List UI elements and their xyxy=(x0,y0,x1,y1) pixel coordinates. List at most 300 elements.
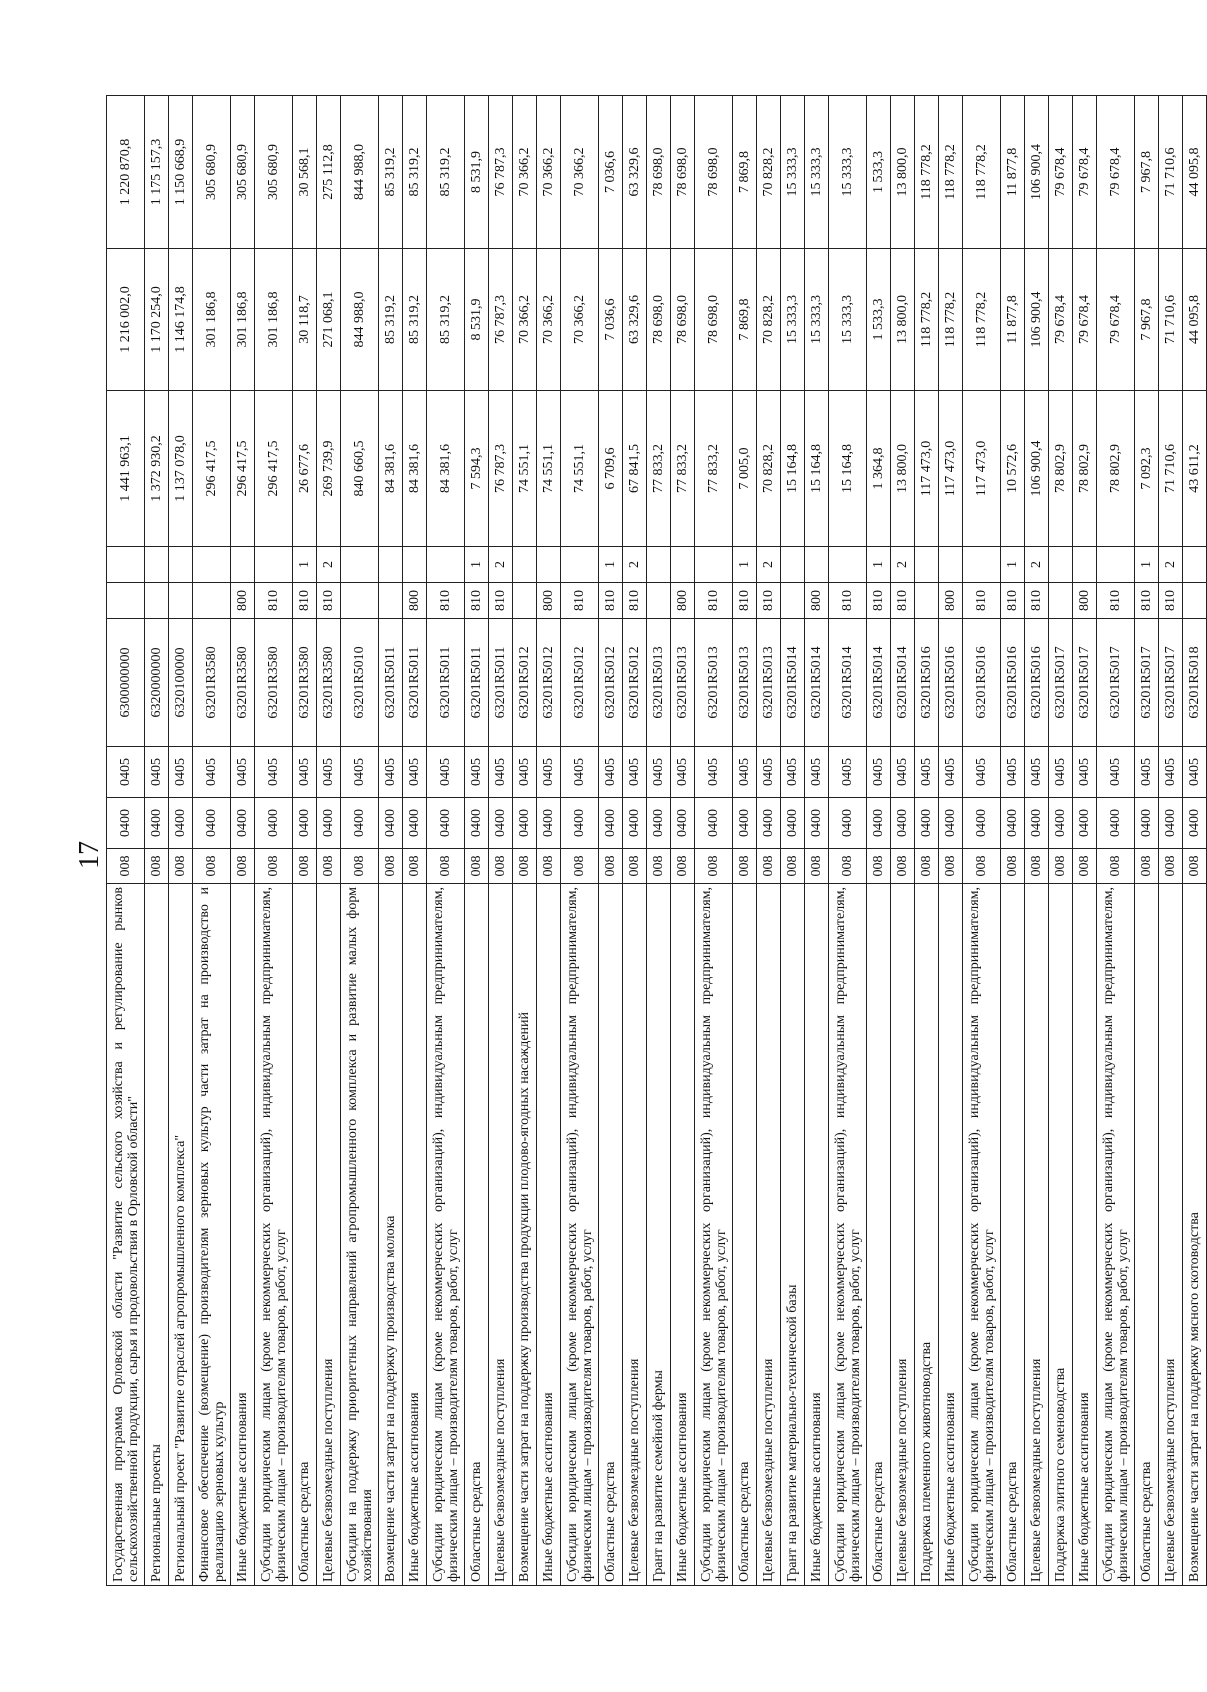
admin-code: 008 xyxy=(341,849,379,884)
funding-source-code xyxy=(427,547,465,583)
target-article-code: 63201R5014 xyxy=(829,619,867,747)
section-code: 0400 xyxy=(1025,798,1049,849)
amount-year-3: 7 869,8 xyxy=(733,96,757,249)
funding-source-code xyxy=(1073,547,1097,583)
target-article-code: 63201R3580 xyxy=(293,619,317,747)
funding-source-code: 2 xyxy=(317,547,341,583)
funding-source-code: 1 xyxy=(1135,547,1159,583)
target-article-code: 63201R5013 xyxy=(733,619,757,747)
table-row xyxy=(1183,96,1207,1586)
page-number: 17 xyxy=(74,841,105,869)
row-name: Возмещение части затрат на поддержку производства продукции плодово-ягодных насаждений xyxy=(513,884,537,1586)
table-row xyxy=(1001,96,1025,1586)
row-name: Региональные проекты xyxy=(145,884,169,1586)
expense-type-code: 810 xyxy=(963,583,1001,619)
amount-year-3: 275 112,8 xyxy=(317,96,341,249)
subsection-code: 0405 xyxy=(193,747,231,798)
amount-year-2: 7 869,8 xyxy=(733,249,757,391)
row-name: Целевые безвозмездные поступления xyxy=(891,884,915,1586)
subsection-code: 0405 xyxy=(231,747,255,798)
subsection-code: 0405 xyxy=(489,747,513,798)
subsection-code: 0405 xyxy=(829,747,867,798)
amount-year-3: 79 678,4 xyxy=(1097,96,1135,249)
amount-year-2: 78 698,0 xyxy=(671,249,695,391)
section-code: 0400 xyxy=(1073,798,1097,849)
amount-year-1: 7 005,0 xyxy=(733,391,757,547)
admin-code: 008 xyxy=(145,849,169,884)
budget-table-body xyxy=(107,96,1207,1586)
funding-source-code xyxy=(403,547,427,583)
amount-year-2: 70 366,2 xyxy=(537,249,561,391)
rotated-page-content xyxy=(106,96,1202,1586)
target-article-code: 63201R5012 xyxy=(537,619,561,747)
table-row xyxy=(489,96,513,1586)
table-row xyxy=(1159,96,1183,1586)
section-code: 0400 xyxy=(695,798,733,849)
amount-year-1: 84 381,6 xyxy=(427,391,465,547)
funding-source-code: 1 xyxy=(867,547,891,583)
subsection-code: 0405 xyxy=(561,747,599,798)
amount-year-2: 7 967,8 xyxy=(1135,249,1159,391)
section-code: 0400 xyxy=(1049,798,1073,849)
section-code: 0400 xyxy=(1001,798,1025,849)
expense-type-code: 810 xyxy=(867,583,891,619)
subsection-code: 0405 xyxy=(427,747,465,798)
table-row xyxy=(403,96,427,1586)
section-code: 0400 xyxy=(231,798,255,849)
admin-code: 008 xyxy=(169,849,193,884)
amount-year-1: 117 473,0 xyxy=(939,391,963,547)
amount-year-3: 1 175 157,3 xyxy=(145,96,169,249)
amount-year-2: 15 333,3 xyxy=(805,249,829,391)
target-article-code: 63201R5016 xyxy=(963,619,1001,747)
amount-year-2: 11 877,8 xyxy=(1001,249,1025,391)
expense-type-code xyxy=(145,583,169,619)
subsection-code: 0405 xyxy=(1049,747,1073,798)
table-row xyxy=(915,96,939,1586)
amount-year-3: 1 150 668,9 xyxy=(169,96,193,249)
row-name: Иные бюджетные ассигнования xyxy=(403,884,427,1586)
amount-year-3: 305 680,9 xyxy=(193,96,231,249)
section-code: 0400 xyxy=(623,798,647,849)
funding-source-code xyxy=(107,547,145,583)
amount-year-1: 15 164,8 xyxy=(805,391,829,547)
amount-year-2: 1 170 254,0 xyxy=(145,249,169,391)
amount-year-3: 844 988,0 xyxy=(341,96,379,249)
amount-year-1: 77 833,2 xyxy=(671,391,695,547)
amount-year-1: 84 381,6 xyxy=(379,391,403,547)
subsection-code: 0405 xyxy=(695,747,733,798)
amount-year-3: 63 329,6 xyxy=(623,96,647,249)
amount-year-1: 78 802,9 xyxy=(1049,391,1073,547)
amount-year-1: 78 802,9 xyxy=(1097,391,1135,547)
expense-type-code: 810 xyxy=(561,583,599,619)
table-row xyxy=(513,96,537,1586)
target-article-code: 63201R5013 xyxy=(757,619,781,747)
subsection-code: 0405 xyxy=(403,747,427,798)
expense-type-code: 810 xyxy=(1135,583,1159,619)
section-code: 0400 xyxy=(169,798,193,849)
funding-source-code: 2 xyxy=(891,547,915,583)
admin-code: 008 xyxy=(1025,849,1049,884)
expense-type-code xyxy=(1183,583,1207,619)
amount-year-2: 118 778,2 xyxy=(939,249,963,391)
subsection-code: 0405 xyxy=(1183,747,1207,798)
subsection-code: 0405 xyxy=(1159,747,1183,798)
funding-source-code xyxy=(1183,547,1207,583)
table-row xyxy=(231,96,255,1586)
amount-year-2: 118 778,2 xyxy=(915,249,939,391)
admin-code: 008 xyxy=(379,849,403,884)
section-code: 0400 xyxy=(1159,798,1183,849)
section-code: 0400 xyxy=(489,798,513,849)
table-row xyxy=(193,96,231,1586)
expense-type-code: 810 xyxy=(599,583,623,619)
admin-code: 008 xyxy=(1183,849,1207,884)
amount-year-2: 844 988,0 xyxy=(341,249,379,391)
amount-year-3: 30 568,1 xyxy=(293,96,317,249)
amount-year-1: 43 611,2 xyxy=(1183,391,1207,547)
subsection-code: 0405 xyxy=(317,747,341,798)
target-article-code: 63201R5013 xyxy=(671,619,695,747)
section-code: 0400 xyxy=(781,798,805,849)
section-code: 0400 xyxy=(427,798,465,849)
funding-source-code: 2 xyxy=(757,547,781,583)
table-row xyxy=(781,96,805,1586)
row-name: Субсидии юридическим лицам (кроме некоммерческих организаций), индивидуальным предпринимателям, физическим лицам – производителям товаров, работ, услуг xyxy=(829,884,867,1586)
subsection-code: 0405 xyxy=(939,747,963,798)
target-article-code: 6300000000 xyxy=(107,619,145,747)
section-code: 0400 xyxy=(145,798,169,849)
amount-year-1: 106 900,4 xyxy=(1025,391,1049,547)
table-row xyxy=(891,96,915,1586)
subsection-code: 0405 xyxy=(1073,747,1097,798)
table-row xyxy=(169,96,193,1586)
funding-source-code xyxy=(1097,547,1135,583)
expense-type-code: 810 xyxy=(1097,583,1135,619)
target-article-code: 63201R3580 xyxy=(231,619,255,747)
expense-type-code xyxy=(379,583,403,619)
amount-year-1: 7 092,3 xyxy=(1135,391,1159,547)
expense-type-code: 810 xyxy=(757,583,781,619)
admin-code: 008 xyxy=(231,849,255,884)
expense-type-code xyxy=(781,583,805,619)
row-name: Целевые безвозмездные поступления xyxy=(1159,884,1183,1586)
admin-code: 008 xyxy=(255,849,293,884)
funding-source-code: 2 xyxy=(1159,547,1183,583)
subsection-code: 0405 xyxy=(1001,747,1025,798)
amount-year-3: 71 710,6 xyxy=(1159,96,1183,249)
funding-source-code xyxy=(537,547,561,583)
amount-year-3: 7 967,8 xyxy=(1135,96,1159,249)
table-row xyxy=(623,96,647,1586)
row-name: Областные средства xyxy=(1135,884,1159,1586)
expense-type-code: 810 xyxy=(829,583,867,619)
subsection-code: 0405 xyxy=(623,747,647,798)
row-name: Областные средства xyxy=(1001,884,1025,1586)
table-row xyxy=(1025,96,1049,1586)
amount-year-1: 77 833,2 xyxy=(647,391,671,547)
section-code: 0400 xyxy=(829,798,867,849)
target-article-code: 63201R3580 xyxy=(317,619,341,747)
table-row xyxy=(255,96,293,1586)
admin-code: 008 xyxy=(805,849,829,884)
table-row xyxy=(293,96,317,1586)
subsection-code: 0405 xyxy=(1097,747,1135,798)
target-article-code: 63201R5014 xyxy=(805,619,829,747)
section-code: 0400 xyxy=(537,798,561,849)
subsection-code: 0405 xyxy=(107,747,145,798)
amount-year-1: 67 841,5 xyxy=(623,391,647,547)
amount-year-3: 8 531,9 xyxy=(465,96,489,249)
amount-year-2: 70 366,2 xyxy=(513,249,537,391)
table-row xyxy=(733,96,757,1586)
amount-year-3: 15 333,3 xyxy=(829,96,867,249)
funding-source-code xyxy=(805,547,829,583)
expense-type-code: 810 xyxy=(489,583,513,619)
amount-year-1: 117 473,0 xyxy=(963,391,1001,547)
admin-code: 008 xyxy=(1135,849,1159,884)
table-row xyxy=(1097,96,1135,1586)
target-article-code: 63201R5016 xyxy=(939,619,963,747)
admin-code: 008 xyxy=(733,849,757,884)
admin-code: 008 xyxy=(1159,849,1183,884)
table-row xyxy=(671,96,695,1586)
target-article-code: 63201R5012 xyxy=(599,619,623,747)
amount-year-1: 10 572,6 xyxy=(1001,391,1025,547)
subsection-code: 0405 xyxy=(145,747,169,798)
row-name: Субсидии юридическим лицам (кроме некоммерческих организаций), индивидуальным предпринимателям, физическим лицам – производителям товаров, работ, услуг xyxy=(963,884,1001,1586)
target-article-code: 63201R5014 xyxy=(867,619,891,747)
amount-year-2: 78 698,0 xyxy=(647,249,671,391)
funding-source-code xyxy=(829,547,867,583)
funding-source-code xyxy=(1049,547,1073,583)
expense-type-code: 800 xyxy=(231,583,255,619)
subsection-code: 0405 xyxy=(963,747,1001,798)
amount-year-3: 85 319,2 xyxy=(403,96,427,249)
amount-year-2: 63 329,6 xyxy=(623,249,647,391)
amount-year-1: 296 417,5 xyxy=(193,391,231,547)
amount-year-2: 44 095,8 xyxy=(1183,249,1207,391)
amount-year-3: 118 778,2 xyxy=(915,96,939,249)
subsection-code: 0405 xyxy=(169,747,193,798)
budget-table xyxy=(106,95,1207,1586)
table-row xyxy=(379,96,403,1586)
amount-year-3: 305 680,9 xyxy=(231,96,255,249)
funding-source-code xyxy=(341,547,379,583)
amount-year-1: 74 551,1 xyxy=(513,391,537,547)
admin-code: 008 xyxy=(537,849,561,884)
admin-code: 008 xyxy=(403,849,427,884)
amount-year-1: 15 164,8 xyxy=(829,391,867,547)
admin-code: 008 xyxy=(939,849,963,884)
target-article-code: 63201R5012 xyxy=(623,619,647,747)
section-code: 0400 xyxy=(805,798,829,849)
amount-year-3: 70 366,2 xyxy=(513,96,537,249)
funding-source-code xyxy=(513,547,537,583)
table-row xyxy=(829,96,867,1586)
admin-code: 008 xyxy=(623,849,647,884)
subsection-code: 0405 xyxy=(781,747,805,798)
row-name: Целевые безвозмездные поступления xyxy=(317,884,341,1586)
amount-year-2: 79 678,4 xyxy=(1073,249,1097,391)
amount-year-3: 79 678,4 xyxy=(1049,96,1073,249)
amount-year-1: 840 660,5 xyxy=(341,391,379,547)
amount-year-1: 78 802,9 xyxy=(1073,391,1097,547)
target-article-code: 63201R5014 xyxy=(781,619,805,747)
amount-year-2: 15 333,3 xyxy=(829,249,867,391)
expense-type-code xyxy=(915,583,939,619)
table-row xyxy=(561,96,599,1586)
admin-code: 008 xyxy=(1001,849,1025,884)
table-row xyxy=(939,96,963,1586)
row-name: Иные бюджетные ассигнования xyxy=(537,884,561,1586)
target-article-code: 63201R5011 xyxy=(465,619,489,747)
amount-year-1: 7 594,3 xyxy=(465,391,489,547)
row-name: Поддержка элитного семеноводства xyxy=(1049,884,1073,1586)
amount-year-1: 15 164,8 xyxy=(781,391,805,547)
expense-type-code: 810 xyxy=(623,583,647,619)
funding-source-code: 2 xyxy=(623,547,647,583)
amount-year-3: 15 333,3 xyxy=(781,96,805,249)
row-name: Иные бюджетные ассигнования xyxy=(231,884,255,1586)
amount-year-1: 1 137 078,0 xyxy=(169,391,193,547)
row-name: Финансовое обеспечение (возмещение) производителям зерновых культур части затрат на производство и реализацию зерновых культур xyxy=(193,884,231,1586)
admin-code: 008 xyxy=(963,849,1001,884)
amount-year-1: 296 417,5 xyxy=(231,391,255,547)
amount-year-3: 44 095,8 xyxy=(1183,96,1207,249)
amount-year-3: 70 828,2 xyxy=(757,96,781,249)
subsection-code: 0405 xyxy=(293,747,317,798)
amount-year-1: 74 551,1 xyxy=(561,391,599,547)
amount-year-3: 76 787,3 xyxy=(489,96,513,249)
amount-year-3: 15 333,3 xyxy=(805,96,829,249)
expense-type-code xyxy=(341,583,379,619)
subsection-code: 0405 xyxy=(341,747,379,798)
admin-code: 008 xyxy=(781,849,805,884)
admin-code: 008 xyxy=(465,849,489,884)
section-code: 0400 xyxy=(107,798,145,849)
section-code: 0400 xyxy=(317,798,341,849)
amount-year-2: 271 068,1 xyxy=(317,249,341,391)
amount-year-2: 30 118,7 xyxy=(293,249,317,391)
row-name: Поддержка племенного животноводства xyxy=(915,884,939,1586)
target-article-code: 6320000000 xyxy=(145,619,169,747)
target-article-code: 63201R3580 xyxy=(193,619,231,747)
row-name: Субсидии на поддержку приоритетных направлений агропромышленного комплекса и развитие малых форм хозяйствования xyxy=(341,884,379,1586)
expense-type-code xyxy=(647,583,671,619)
target-article-code: 63201R5017 xyxy=(1049,619,1073,747)
amount-year-2: 301 186,8 xyxy=(231,249,255,391)
table-row xyxy=(757,96,781,1586)
row-name: Целевые безвозмездные поступления xyxy=(1025,884,1049,1586)
row-name: Областные средства xyxy=(733,884,757,1586)
funding-source-code xyxy=(169,547,193,583)
admin-code: 008 xyxy=(561,849,599,884)
target-article-code: 63201R5011 xyxy=(427,619,465,747)
row-name: Областные средства xyxy=(867,884,891,1586)
admin-code: 008 xyxy=(427,849,465,884)
amount-year-1: 296 417,5 xyxy=(255,391,293,547)
row-name: Целевые безвозмездные поступления xyxy=(623,884,647,1586)
amount-year-3: 70 366,2 xyxy=(561,96,599,249)
section-code: 0400 xyxy=(465,798,489,849)
amount-year-2: 85 319,2 xyxy=(379,249,403,391)
target-article-code: 63201R5018 xyxy=(1183,619,1207,747)
expense-type-code: 800 xyxy=(403,583,427,619)
subsection-code: 0405 xyxy=(805,747,829,798)
target-article-code: 63201R5017 xyxy=(1073,619,1097,747)
amount-year-2: 76 787,3 xyxy=(489,249,513,391)
table-row xyxy=(145,96,169,1586)
subsection-code: 0405 xyxy=(891,747,915,798)
expense-type-code: 800 xyxy=(671,583,695,619)
funding-source-code xyxy=(561,547,599,583)
amount-year-1: 76 787,3 xyxy=(489,391,513,547)
amount-year-1: 70 828,2 xyxy=(757,391,781,547)
section-code: 0400 xyxy=(867,798,891,849)
row-name: Иные бюджетные ассигнования xyxy=(1073,884,1097,1586)
amount-year-2: 13 800,0 xyxy=(891,249,915,391)
amount-year-2: 85 319,2 xyxy=(427,249,465,391)
target-article-code: 63201R5012 xyxy=(561,619,599,747)
target-article-code: 63201R5011 xyxy=(379,619,403,747)
expense-type-code: 810 xyxy=(1025,583,1049,619)
subsection-code: 0405 xyxy=(599,747,623,798)
funding-source-code: 1 xyxy=(465,547,489,583)
amount-year-3: 106 900,4 xyxy=(1025,96,1049,249)
amount-year-1: 1 372 930,2 xyxy=(145,391,169,547)
funding-source-code: 1 xyxy=(599,547,623,583)
amount-year-3: 7 036,6 xyxy=(599,96,623,249)
row-name: Субсидии юридическим лицам (кроме некоммерческих организаций), индивидуальным предпринимателям, физическим лицам – производителям товаров, работ, услуг xyxy=(255,884,293,1586)
funding-source-code xyxy=(379,547,403,583)
admin-code: 008 xyxy=(317,849,341,884)
row-name: Грант на развитие семейной фермы xyxy=(647,884,671,1586)
amount-year-1: 77 833,2 xyxy=(695,391,733,547)
subsection-code: 0405 xyxy=(867,747,891,798)
amount-year-2: 70 828,2 xyxy=(757,249,781,391)
amount-year-3: 1 533,3 xyxy=(867,96,891,249)
section-code: 0400 xyxy=(963,798,1001,849)
funding-source-code xyxy=(781,547,805,583)
expense-type-code: 810 xyxy=(293,583,317,619)
subsection-code: 0405 xyxy=(647,747,671,798)
row-name: Целевые безвозмездные поступления xyxy=(489,884,513,1586)
amount-year-2: 1 146 174,8 xyxy=(169,249,193,391)
amount-year-2: 71 710,6 xyxy=(1159,249,1183,391)
admin-code: 008 xyxy=(489,849,513,884)
section-code: 0400 xyxy=(403,798,427,849)
table-row xyxy=(647,96,671,1586)
amount-year-2: 85 319,2 xyxy=(403,249,427,391)
row-name: Иные бюджетные ассигнования xyxy=(671,884,695,1586)
target-article-code: 63201R5013 xyxy=(647,619,671,747)
row-name: Субсидии юридическим лицам (кроме некоммерческих организаций), индивидуальным предпринимателям, физическим лицам – производителям товаров, работ, услуг xyxy=(561,884,599,1586)
amount-year-1: 74 551,1 xyxy=(537,391,561,547)
subsection-code: 0405 xyxy=(465,747,489,798)
admin-code: 008 xyxy=(671,849,695,884)
table-row xyxy=(537,96,561,1586)
table-row xyxy=(341,96,379,1586)
table-row xyxy=(427,96,465,1586)
table-row xyxy=(599,96,623,1586)
target-article-code: 63201R5012 xyxy=(513,619,537,747)
expense-type-code: 810 xyxy=(1001,583,1025,619)
row-name: Субсидии юридическим лицам (кроме некоммерческих организаций), индивидуальным предпринимателям, физическим лицам – производителям товаров, работ, услуг xyxy=(1097,884,1135,1586)
target-article-code: 63201R5017 xyxy=(1159,619,1183,747)
expense-type-code: 810 xyxy=(317,583,341,619)
